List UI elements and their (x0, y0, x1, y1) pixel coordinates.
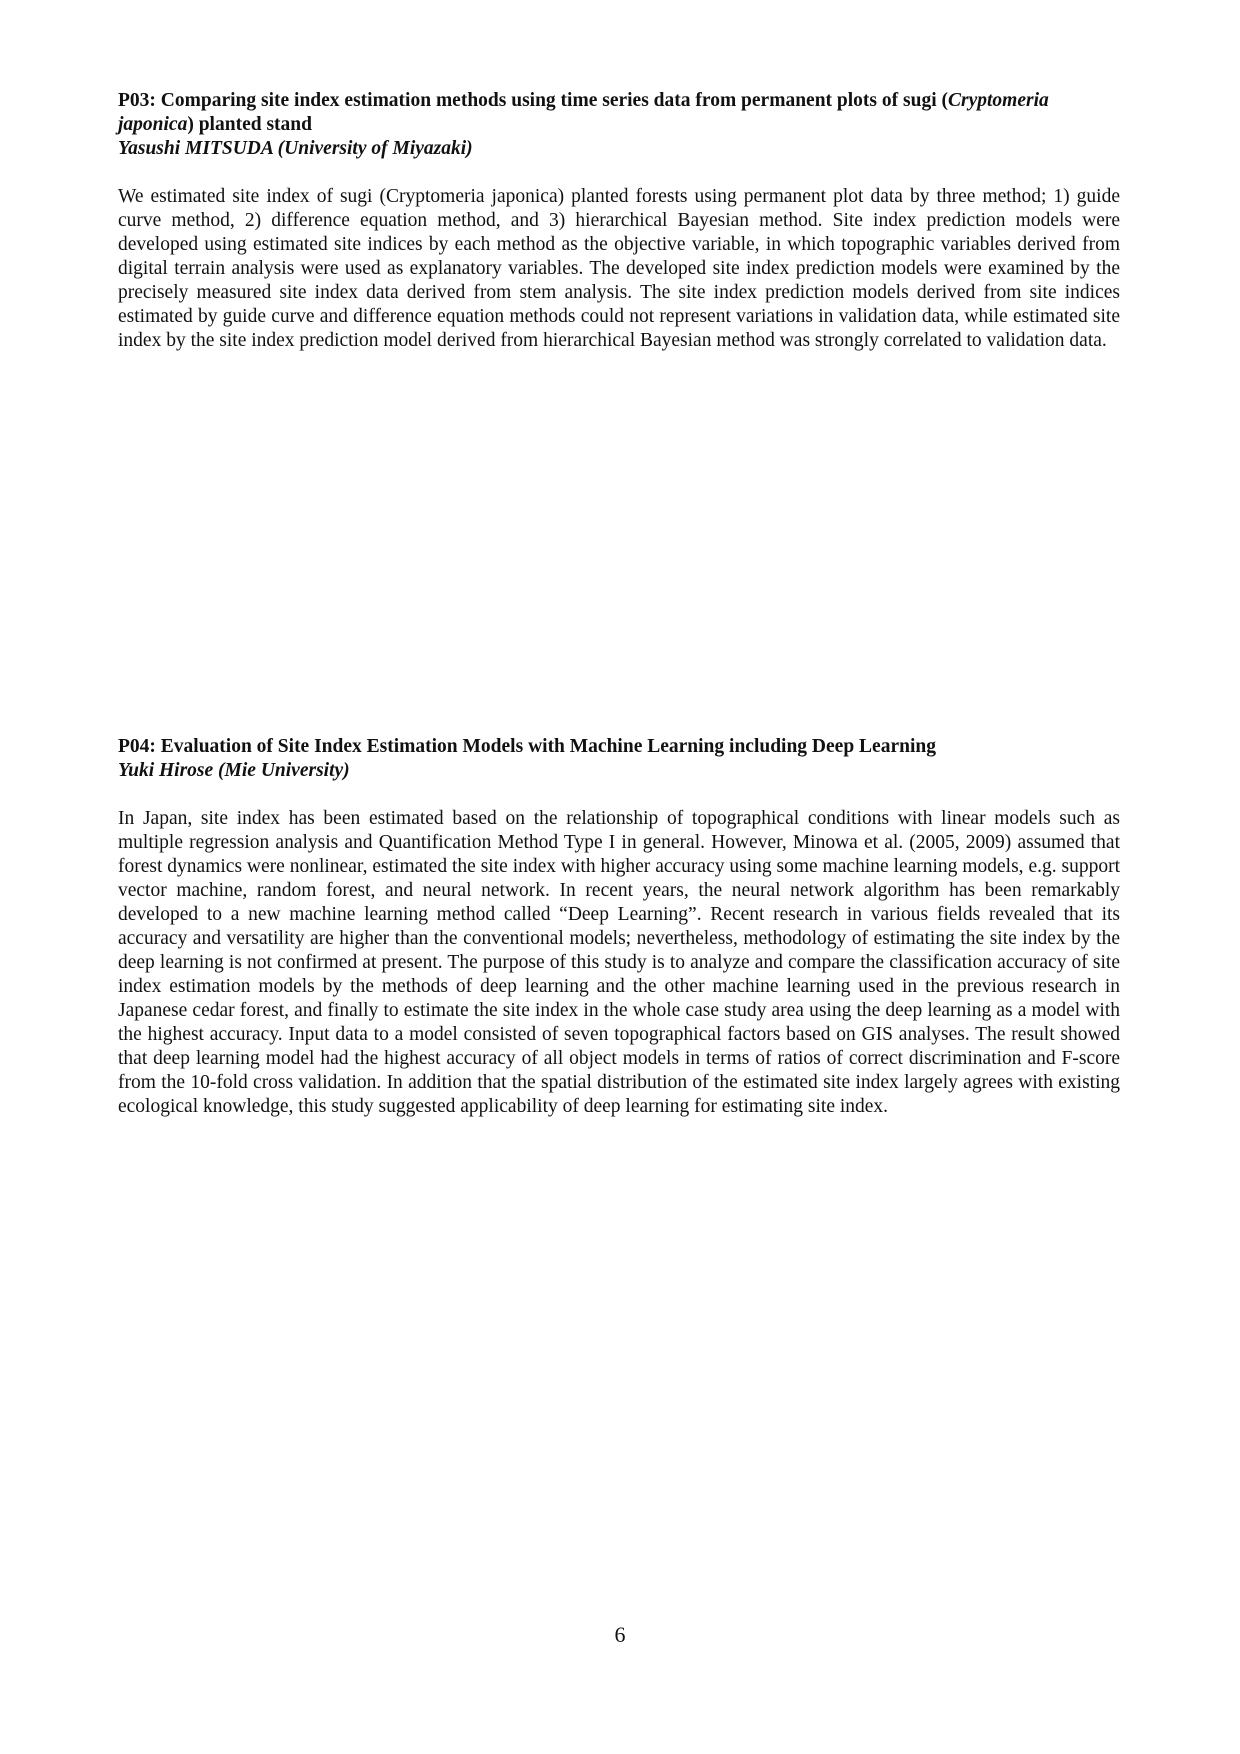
abstract-authors: Yuki Hirose (Mie University) (118, 760, 350, 781)
abstract-authors: Yasushi MITSUDA (University of Miyazaki) (118, 138, 473, 159)
abstract-body: We estimated site index of sugi (Cryptomeria japonica) planted forests using permanent plot data by three method; 1) guide curve method, 2) difference equation method, and 3) hierarchical Bayesian method. Site index prediction models were developed using estimated site indices by each method as the objective variable, in which topographic variables derived from digital terrain analysis were used as explanatory variables. The developed site index prediction models were examined by the precisely measured site index data derived from stem analysis. The site index prediction models derived from site indices estimated by guide curve and difference equation methods could not represent variations in validation data, while estimated site index by the site index prediction model derived from hierarchical Bayesian method was strongly correlated to validation data. (118, 186, 1120, 351)
abstract-title (118, 89, 1120, 137)
abstract-p03 (118, 89, 1120, 353)
abstract-code: P03: (118, 90, 156, 111)
page-number: 6 (614, 1622, 626, 1647)
title-text: Comparing site index estimation methods using time series data from permanent plots of sugi ( (160, 90, 948, 111)
species-name: Cryptomeria japonica (118, 90, 1049, 135)
title-text: Evaluation of Site Index Estimation Models with Machine Learning including Deep Learning (160, 736, 936, 757)
abstract-body: In Japan, site index has been estimated based on the relationship of topographical conditions with linear models such as multiple regression analysis and Quantification Method Type I in general. However, Minowa et al. (2005, 2009) assumed that forest dynamics were nonlinear, estimated the site index with higher accuracy using some machine learning models, e.g. support vector machine, random forest, and neural network. In recent years, the neural network algorithm has been remarkably developed to a new machine learning method called “Deep Learning”. Recent research in various fields revealed that its accuracy and versatility are higher than the conventional models; nevertheless, methodology of estimating the site index by the deep learning is not confirmed at present. The purpose of this study is to analyze and compare the classification accuracy of site index estimation models by the methods of deep learning and the other machine learning used in the previous research in Japanese cedar forest, and finally to estimate the site index in the whole case study area using the deep learning as a model with the highest accuracy. Input data to a model consisted of seven topographical factors based on GIS analyses. The result showed that deep learning model had the highest accuracy of all object models in terms of ratios of correct discrimination and F-score from the 10-fold cross validation. In addition that the spatial distribution of the estimated site index largely agrees with existing ecological knowledge, this study suggested applicability of deep learning for estimating site index. (118, 808, 1120, 1117)
title-text-end: ) planted stand (187, 114, 312, 135)
abstract-p04 (118, 735, 1120, 1119)
abstract-title (118, 735, 1120, 759)
abstract-code: P04: (118, 736, 156, 757)
